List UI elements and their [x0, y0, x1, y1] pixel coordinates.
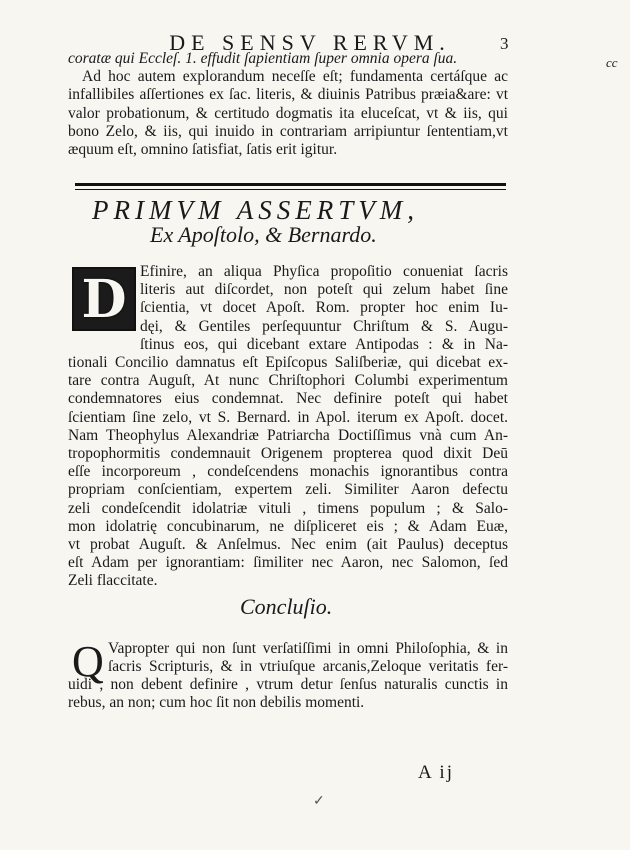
running-title: DE SENSV RERVM.	[169, 30, 451, 55]
text-line: ſtinus eos, qui dicebant extare Antipodas : & in Na-	[140, 335, 508, 353]
text-line: dęi, & Gentiles perſequuntur Chriſtum & S. Augu-	[140, 317, 508, 335]
margin-mark: cc	[606, 55, 618, 70]
text-line: Zeli flaccitate.	[68, 572, 158, 590]
section-title: PRIMVM ASSERTVM,	[92, 195, 419, 225]
text-line: æquum eſt, omnino ſatisfiat, ſatis erit igitur.	[68, 141, 338, 159]
text-line: ſcientia, vt docet Apoſt. Rom. propter hoc enim Iu-	[140, 299, 508, 317]
text-line: vt probat Auguſt. & Anſelmus. Nec enim (ait Paulus) deceptus	[68, 536, 508, 554]
text-line: condemnatores eius condemnat. Nec definire poteſt qui habet	[68, 390, 508, 408]
intro-paragraph	[68, 50, 508, 159]
section-subtitle: Ex Apoſtolo, & Bernardo.	[150, 222, 377, 247]
section-rule-thin	[75, 189, 506, 190]
text-line: rebus, an non; cum hoc ſit non debilis momenti.	[68, 694, 365, 712]
text-line: propriam conſcientiam, expertem zeli. Similiter Aaron defectu	[68, 481, 508, 499]
text-line: ſcientiam ſine zelo, vt S. Bernard. in Apol. iterum ex Apoſt. docet.	[68, 408, 508, 426]
decorated-initial-d	[72, 267, 136, 331]
conclusio-heading: Concluſio.	[240, 594, 333, 619]
text-line: uidi , non debent definire , vtrum detur ſenſus naturalis cunctis in	[68, 676, 508, 693]
section-paragraph-body	[68, 354, 508, 591]
signature-mark: A ij	[418, 762, 454, 783]
text-line: Vapropter qui non ſunt verſatiſſimi in omni Philoſophia, & in	[108, 640, 508, 657]
page-number: 3	[500, 34, 509, 53]
text-line: mon idolatrię concubinarum, ne diſpliceret eis ; & Adam Euæ,	[68, 517, 508, 535]
text-line: valor probationum, & certitudo dogmatis ita eluceſcat, vt & iis, qui	[68, 104, 508, 122]
text-line: Ad hoc autem explorandum neceſſe eſt; fundamenta certáſque ac	[82, 68, 508, 86]
text-line: tare contra Auguſt, At nunc Chriſtophori Columbi experimentum	[68, 372, 508, 390]
catch-mark: ✓	[313, 794, 325, 809]
text-line: tropophormitis condemnauit Origenem propterea quod dixit Deū	[68, 445, 508, 463]
text-line: bono Zelo, & iis, qui inuido in contrariam arripiuntur ſententiam,vt	[68, 122, 508, 140]
text-line: zeli condeſcendit idolatriæ vituli , timens populum ; & Salo-	[68, 499, 508, 517]
conclusio-paragraph-body	[68, 676, 508, 712]
text-line: infallibiles aſſertiones ex ſac. literis, & diuinis Patribus præia&are: vt	[68, 86, 508, 104]
text-line: eſt Adam per ignorantiam: ſimiliter nec Aaron, nec Salomon, ſed	[68, 554, 508, 572]
section-paragraph-top	[140, 263, 508, 354]
initial-q: Q	[72, 637, 104, 686]
text-line: tionali Concilio damnatus eſt Epiſcopus Saliſberiæ, qui dicebat ex-	[68, 354, 508, 371]
dropcap-letter: D	[81, 268, 127, 330]
section-rule	[75, 183, 506, 186]
text-line: Efinire, an aliqua Phyſica propoſitio conueniat ſacris	[140, 263, 508, 280]
conclusio-paragraph-top	[108, 640, 508, 676]
text-line: coratæ qui Eccleſ. 1. effudit ſapientiam ſuper omnia opera ſua.	[68, 50, 458, 67]
text-line: eſſe incorporeum , condeſcendens monachis ignorantibus contra	[68, 463, 508, 481]
text-line: Nam Theophylus Alexandriæ Patriarcha Doctiſſimus vnà cum An-	[68, 426, 508, 444]
text-line: ſacris Scripturis, & in vtriuſque arcanis,Zeloque veritatis fer-	[108, 658, 508, 676]
text-line: literis aut diſcordet, non poteſt qui zelum habet ſine	[140, 281, 508, 299]
